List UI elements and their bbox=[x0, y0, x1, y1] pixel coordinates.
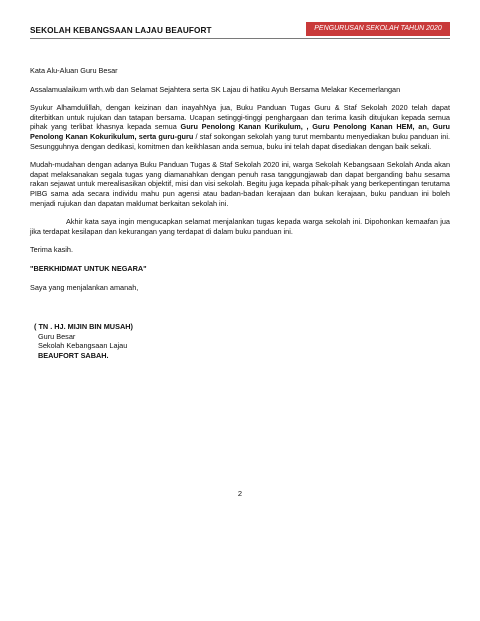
paragraph-1 bbox=[30, 103, 450, 151]
paragraph-1-bold: Guru Penolong Kanan Kurikulum, , Guru Penolong Kanan HEM, an, Guru Penolong Kanan Kokurikulum, serta guru-guru bbox=[30, 122, 451, 141]
signature-position: Guru Besar bbox=[38, 331, 76, 341]
paragraph-1-start: Syukur Alhamdulillah, dengan keizinan dan inayahNya jua, Buku Panduan Tugas Guru & Staf Sekolah 2020 telah dapat diterbitkan untuk rujukan dan tatapan bersama. Ucapan setinggi-tinggi penghargaan dan terima kasih ditujukan kepada semua pihak yang terlibat khasnya kepada semua bbox=[30, 103, 450, 132]
thanks: Terima kasih. bbox=[30, 245, 73, 255]
paragraph-2: Mudah-mudahan dengan adanya Buku Panduan Tugas & Staf Sekolah 2020 ini, warga Sekolah Kebangsaan Sekolah Anda akan dapat melaksanakan segala tugas yang diamanahkan dengan penuh rasa tanggungjawab dan dapat berganding bahu sesama rakan sejawat untuk merealisasikan objektif, misi dan visi sekolah. Begitu juga kepada pihak-pihak yang berkepentingan terutama PIBG sama ada secara individu mahu pun agensi atau badan-badan kerajaan dan bukan kerajaan, buku panduan ini boleh menjadi rujukan dan dapatan maklumat berkaitan sekolah ini. bbox=[30, 160, 450, 208]
greeting: Assalamualaikum wrth.wb dan Selamat Sejahtera serta SK Lajau di hatiku Ayuh Bersama Melakar Kecemerlangan bbox=[30, 84, 401, 94]
signature-name: ( TN . HJ. MIJIN BIN MUSAH) bbox=[34, 322, 133, 332]
signature-location: BEAUFORT SABAH. bbox=[38, 350, 109, 360]
letter-title: Kata Alu-Aluan Guru Besar bbox=[30, 66, 118, 75]
paragraph-3: Akhir kata saya ingin mengucapkan selamat menjalankan tugas kepada warga sekolah ini. Dipohonkan kemaafan jua jika terdapat kesilapan dan kekurangan yang terdapat di dalam buku panduan ini. bbox=[30, 217, 450, 236]
page-number: 2 bbox=[237, 489, 243, 498]
header-tag: PENGURUSAN SEKOLAH TAHUN 2020 bbox=[306, 22, 450, 36]
header-divider bbox=[30, 38, 450, 39]
page-header bbox=[30, 22, 450, 42]
paragraph-1-end: / staf sokongan sekolah yang turut membantu menyediakan buku panduan ini. Sesungguhnya dengan dedikasi, komitmen dan keikhlasan anda semua, buku ini telah dapat disediakan dengan baik sekali. bbox=[30, 131, 451, 151]
motto: "BERKHIDMAT UNTUK NEGARA" bbox=[30, 263, 147, 273]
signature-block bbox=[34, 322, 450, 360]
closing: Saya yang menjalankan amanah, bbox=[30, 282, 139, 292]
school-name: SEKOLAH KEBANGSAAN LAJAU BEAUFORT bbox=[30, 26, 212, 35]
signature-school: Sekolah Kebangsaan Lajau bbox=[38, 341, 128, 351]
letter-body bbox=[30, 66, 450, 360]
